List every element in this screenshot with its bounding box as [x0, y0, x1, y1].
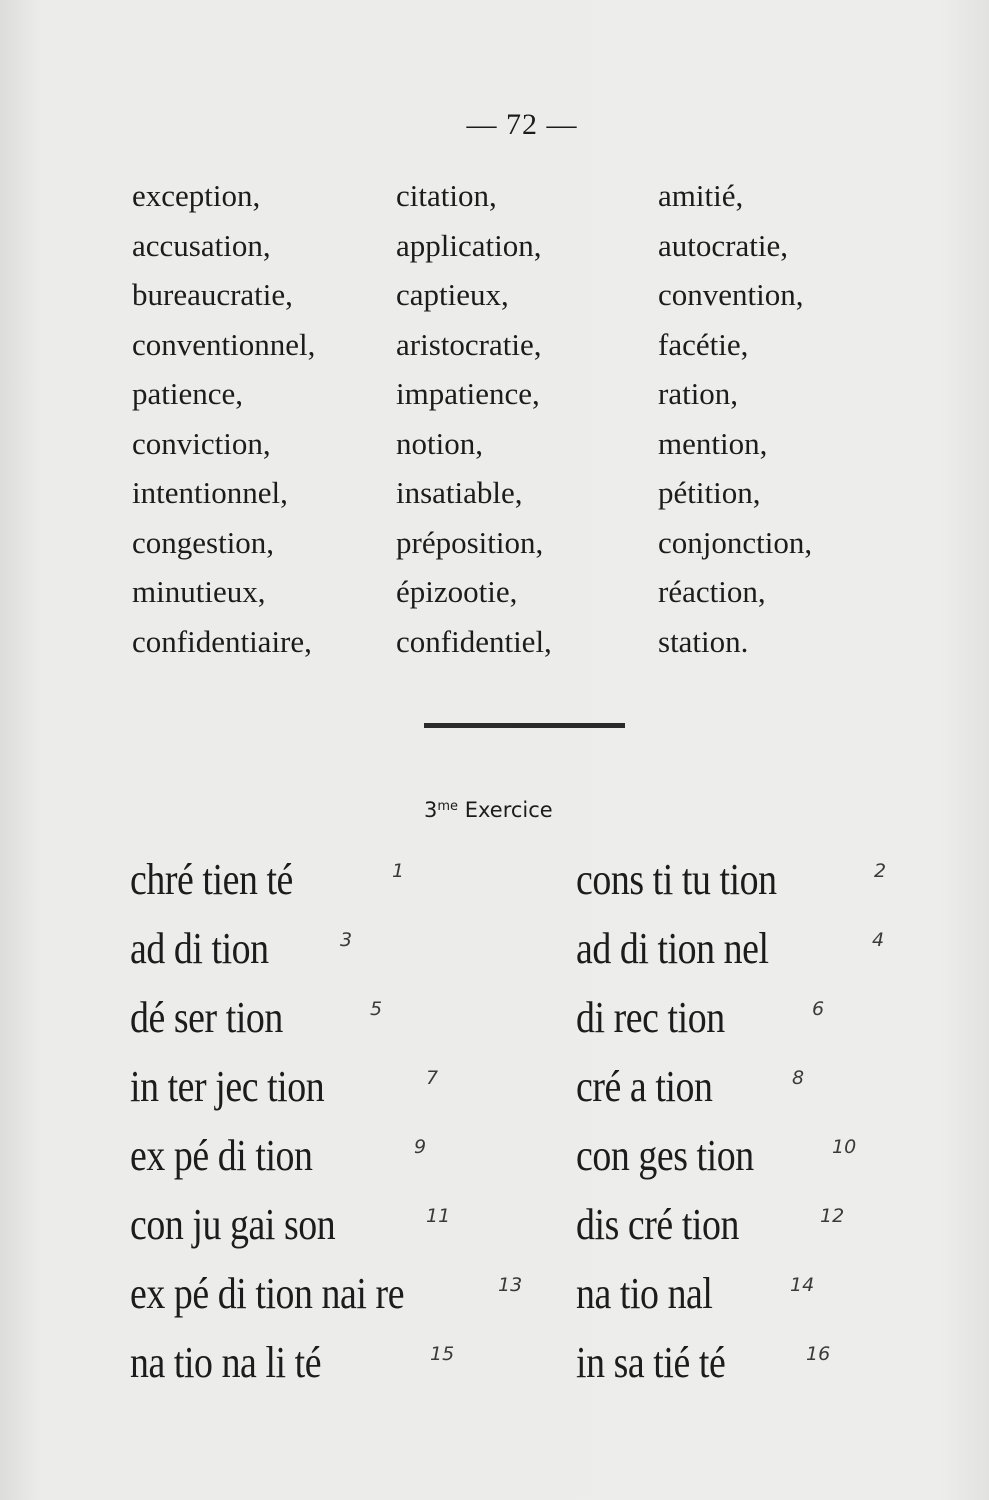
word: conjonction, — [658, 524, 813, 560]
handwritten-number: 3 — [340, 929, 353, 951]
syllable-word: in sa tié té — [576, 1338, 726, 1387]
handwritten-number: 15 — [430, 1343, 455, 1365]
syllable-word: con ges tion — [576, 1131, 754, 1180]
syllable-word: chré tien té — [130, 855, 293, 904]
handwritten-number: 10 — [832, 1136, 857, 1158]
handwritten-number: 5 — [370, 998, 383, 1020]
syllable-word: di rec tion — [576, 993, 725, 1042]
word: intentionnel, — [132, 475, 288, 510]
section-divider — [424, 723, 625, 728]
syllable-word: ad di tion nel — [576, 924, 769, 973]
handwritten-number: 8 — [792, 1067, 805, 1089]
handwritten-number: 6 — [812, 998, 825, 1020]
handwritten-number: 1 — [392, 860, 405, 882]
page-number: — 72 — — [466, 108, 578, 141]
handwritten-number: 12 — [820, 1205, 845, 1227]
handwritten-number: 2 — [874, 860, 887, 882]
handwritten-number: 13 — [498, 1274, 523, 1296]
word: exception, — [132, 178, 261, 213]
word: patience, — [132, 376, 244, 411]
word: impatience, — [396, 376, 540, 411]
word: application, — [396, 227, 542, 263]
syllable-word: ad di tion — [130, 924, 269, 973]
word: notion, — [396, 425, 483, 461]
word: bureaucratie, — [132, 277, 293, 312]
word: insatiable, — [396, 475, 523, 510]
word: autocratie, — [658, 227, 788, 263]
word: préposition, — [396, 524, 544, 560]
syllable-word: dis cré tion — [576, 1200, 739, 1249]
word: station. — [658, 623, 749, 659]
word: citation, — [396, 178, 497, 213]
word: mention, — [658, 425, 768, 461]
handwritten-number: 16 — [806, 1343, 831, 1365]
handwritten-number: 11 — [426, 1205, 451, 1227]
word: amitié, — [658, 178, 744, 213]
syllable-word: na tio nal — [576, 1269, 713, 1318]
exercise-ordinal: 3 — [424, 798, 438, 822]
word: minutieux, — [132, 574, 266, 609]
word: confidentiel, — [396, 623, 552, 659]
word: congestion, — [132, 524, 275, 560]
word: confidentiaire, — [132, 623, 312, 659]
syllable-word: na tio na li té — [130, 1338, 322, 1387]
handwritten-number: 14 — [790, 1274, 815, 1296]
exercise-title: Exercice — [464, 798, 553, 822]
word: conviction, — [132, 425, 271, 461]
word: épizootie, — [396, 574, 518, 609]
word: aristocratie, — [396, 326, 542, 362]
syllable-word: con ju gai son — [130, 1200, 336, 1249]
syllable-word: dé ser tion — [130, 993, 283, 1042]
exercise-ordinal-suffix: me — [437, 799, 459, 814]
word: ration, — [658, 376, 739, 411]
syllable-word: cré a tion — [576, 1062, 713, 1111]
word: conventionnel, — [132, 326, 316, 362]
word: convention, — [658, 277, 804, 312]
word: facétie, — [658, 326, 749, 362]
syllable-word: ex pé di tion — [130, 1131, 313, 1180]
word: accusation, — [132, 227, 271, 263]
word: pétition, — [658, 475, 761, 510]
syllable-word: cons ti tu tion — [576, 855, 777, 904]
word: captieux, — [396, 277, 509, 312]
syllable-word: ex pé di tion nai re — [130, 1269, 405, 1318]
syllable-word: in ter jec tion — [130, 1062, 325, 1111]
word: réaction, — [658, 574, 766, 609]
exercise-heading — [424, 792, 553, 825]
handwritten-number: 9 — [414, 1136, 427, 1158]
handwritten-number: 7 — [426, 1067, 439, 1089]
handwritten-number: 4 — [872, 929, 885, 951]
